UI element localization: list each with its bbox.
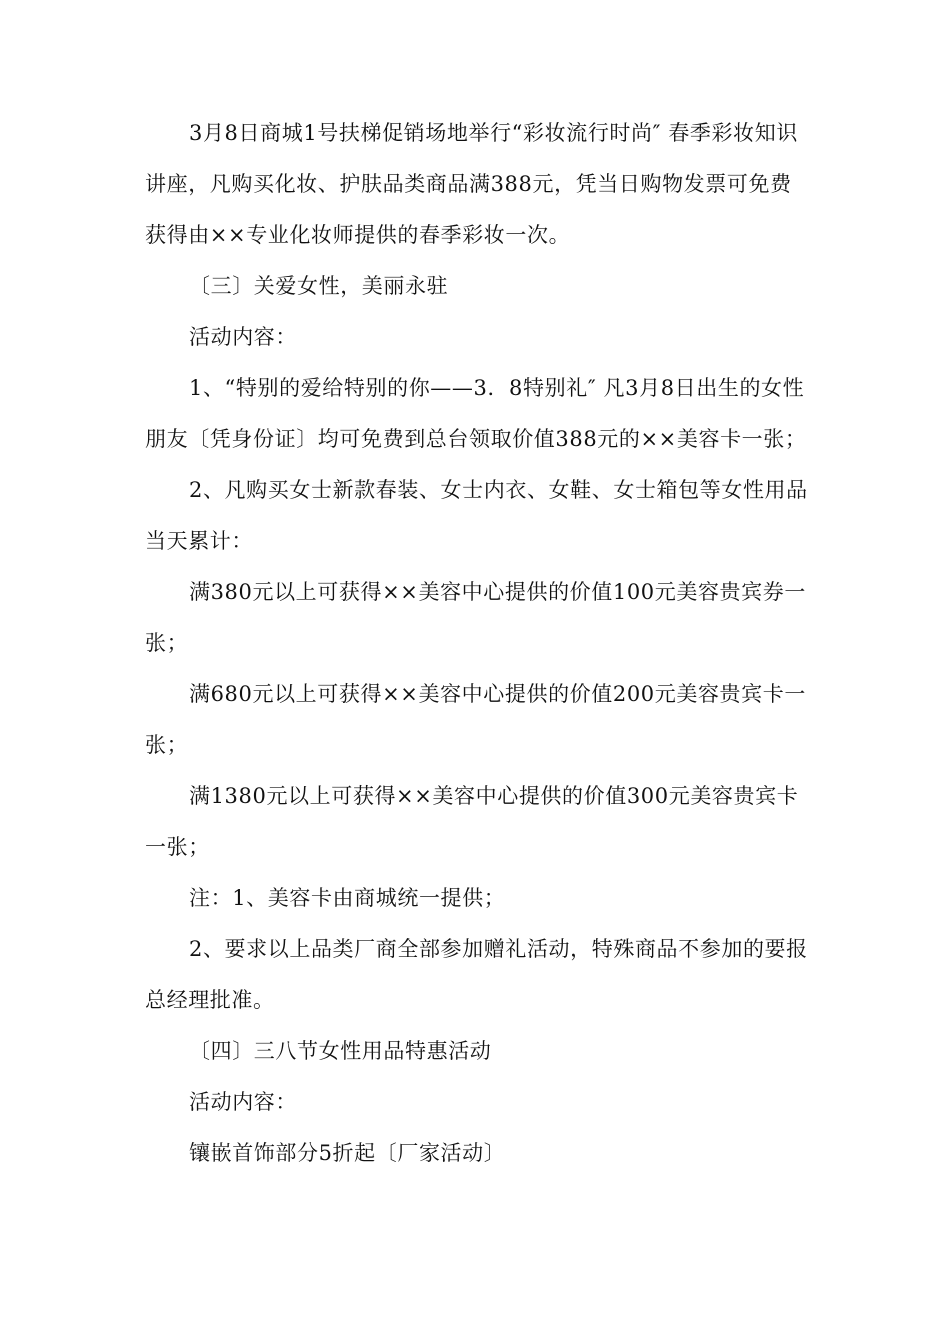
paragraph-note-2: 2、要求以上品类厂商全部参加赠礼活动，特殊商品不参加的要报总经理批准。 [145,937,808,1012]
paragraph-women-goods: 2、凡购买女士新款春装、女士内衣、女鞋、女士箱包等女性用品当天累计： [145,478,808,553]
paragraph-makeup-lecture: 3月8日商城1号扶梯促销场地举行“彩妆流行时尚″ 春季彩妆知识讲座，凡购买化妆、护肤品类商品满388元，凭当日购物发票可免费获得由××专业化妆师提供的春季彩妆一次。 [145,121,798,247]
activity-content-label: 活动内容： [189,325,297,349]
paragraph-jewelry-discount: 镶嵌首饰部分5折起〔厂家活动〕 [189,1141,506,1165]
paragraph-special-gift: 1、“特别的爱给特别的你——3．8特别礼″ 凡3月8日出生的女性朋友〔凭身份证〕均可免费到总台领取价值388元的××美容卡一张； [145,376,807,451]
document-body [145,108,810,1179]
paragraph-tier-380: 满380元以上可获得××美容中心提供的价值100元美容贵宾券一张； [145,580,806,655]
section-heading-3: 〔三〕关爱女性，美丽永驻 [189,274,449,298]
activity-content-label-2: 活动内容： [189,1090,297,1114]
paragraph-note-1: 注：1、美容卡由商城统一提供； [189,886,506,910]
paragraph-tier-1380: 满1380元以上可获得××美容中心提供的价值300元美容贵宾卡一张； [145,784,799,859]
section-heading-4: 〔四〕三八节女性用品特惠活动 [189,1039,492,1063]
paragraph-tier-680: 满680元以上可获得××美容中心提供的价值200元美容贵宾卡一张； [145,682,806,757]
